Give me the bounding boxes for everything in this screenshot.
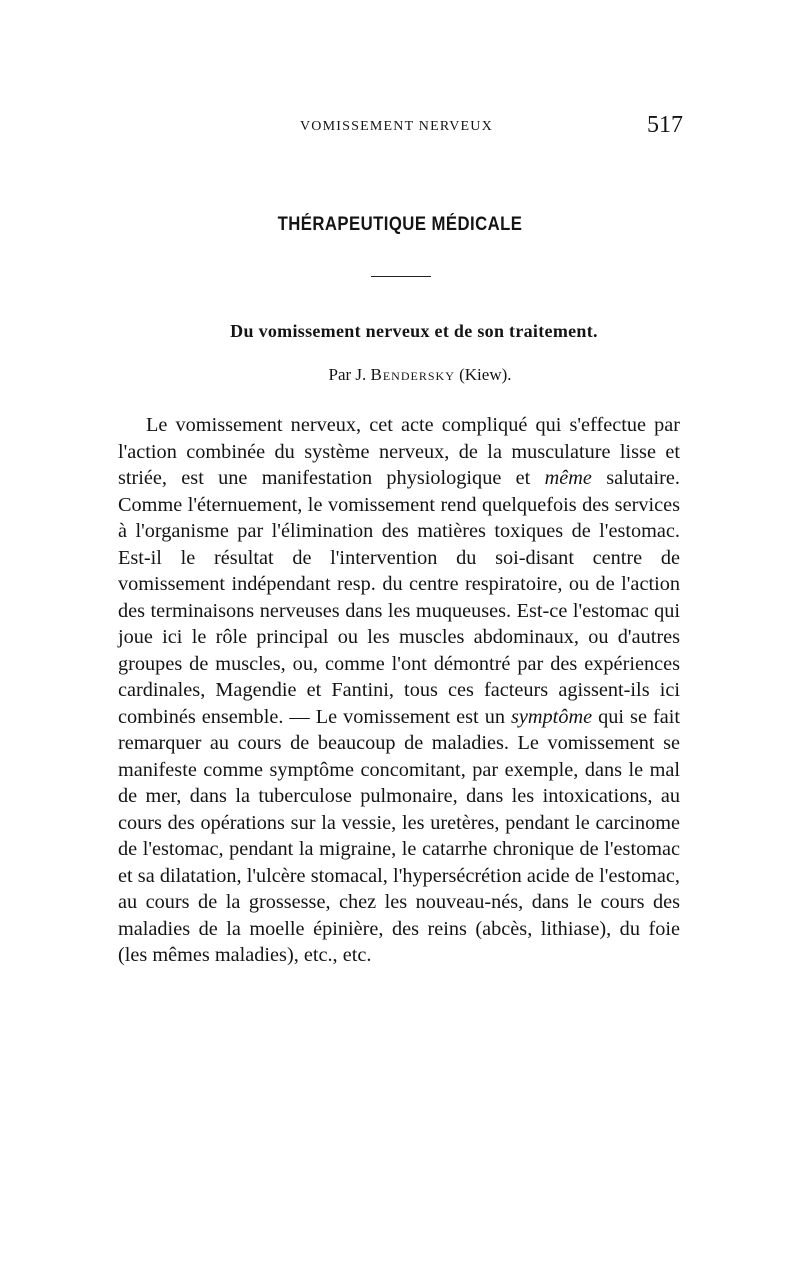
title-divider bbox=[371, 276, 431, 277]
page-header bbox=[118, 112, 683, 142]
byline-prefix: Par J. bbox=[328, 365, 367, 384]
body-italic-symptome: symptôme bbox=[511, 705, 593, 728]
section-title: THÉRAPEUTIQUE MÉDICALE bbox=[277, 214, 523, 235]
body-text-part-3: qui se fait remarquer au cours de beaucoup de maladies. Le vomissement se manifeste comme symptôme concomitant, par exemple, dans le mal de mer, dans la tuberculose pulmonaire, dans les intoxications, au cours des opérations sur la vessie, les uretères, pendant le carcinome de l'estomac, pendant la migraine, le catarrhe chronique de l'estomac et sa dilatation, l'ulcère stomacal, l'hypersécrétion acide de l'estomac, au cours de la grossesse, chez les nouveau-nés, dans le cours des maladies de la moelle épinière, des reins (abcès, lithiase), du foie (les mêmes maladies), etc., etc. bbox=[118, 705, 680, 966]
author-location: (Kiew). bbox=[459, 365, 512, 384]
byline bbox=[0, 365, 800, 385]
author-name: Bendersky bbox=[370, 365, 455, 384]
running-head: VOMISSEMENT NERVEUX bbox=[300, 119, 493, 134]
article-body bbox=[118, 412, 680, 969]
body-text-part-1: Le vomissement nerveux, cet acte compliqué qui s'effectue par l'action combinée du système nerveux, de la musculature lisse et striée, est une manifestation physiologique et bbox=[118, 414, 680, 489]
article-title: Du vomissement nerveux et de son traitement. bbox=[230, 321, 598, 341]
page-number: 517 bbox=[647, 112, 683, 138]
body-italic-meme: même bbox=[544, 467, 592, 489]
body-text-part-2: salutaire. Comme l'éternuement, le vomissement rend quelquefois des services à l'organisme par l'élimination des matières toxiques de l'estomac. Est-il le résultat de l'intervention du soi-disant centre de vomissement indépendant resp. du centre respiratoire, ou de l'action des terminaisons nerveuses dans les muqueuses. Est-ce l'estomac qui joue ici le rôle principal ou les muscles abdominaux, ou d'autres groupes de muscles, ou, comme l'ont démontré par des expériences cardinales, Magendie et Fantini, tous ces facteurs agissent-ils ici combinés ensemble. — Le vomissement est un bbox=[118, 467, 680, 728]
